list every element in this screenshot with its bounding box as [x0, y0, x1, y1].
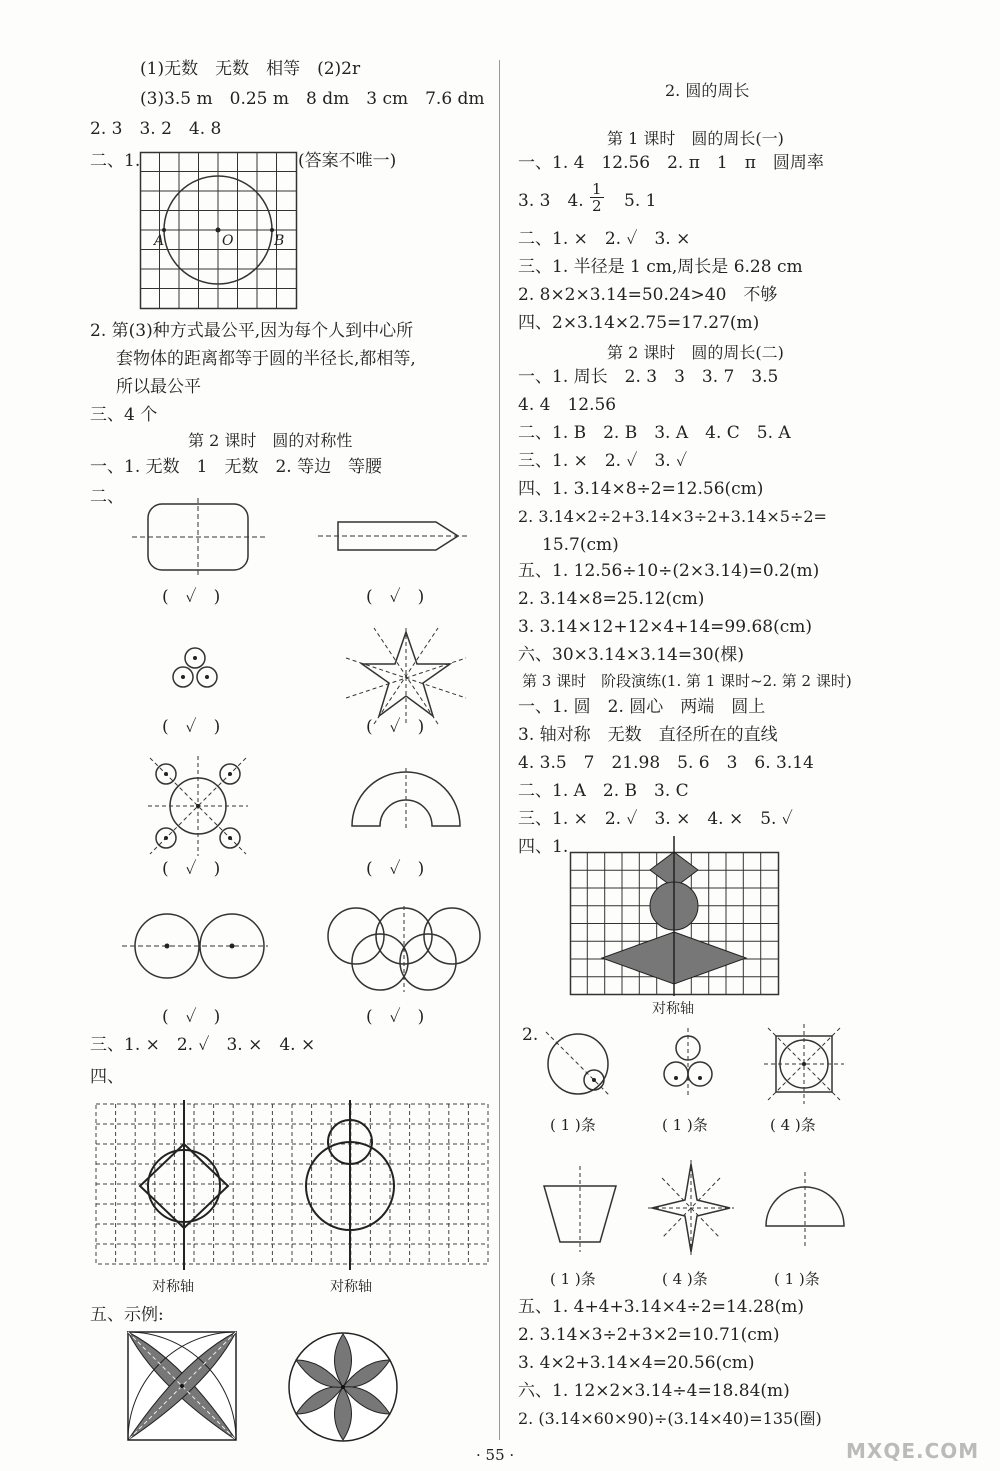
- three-circles-figure: [660, 1028, 716, 1096]
- section-heading: 第 1 课时 圆的周长(一): [607, 129, 784, 148]
- answer-line: 五、示例:: [90, 1305, 164, 1325]
- section-heading: 第 3 课时 阶段演练(1. 第 1 课时~2. 第 2 课时): [522, 672, 852, 690]
- section-heading: 第 2 课时 圆的对称性: [188, 431, 353, 450]
- answer-line: 一、1. 4 12.56 2. π 1 π 圆周率: [518, 153, 824, 173]
- answer-line: (1)无数 无数 相等 (2)2r: [140, 59, 361, 79]
- rounded-rect-figure: [132, 498, 266, 578]
- answer-line: 3. 3 4.: [518, 191, 584, 211]
- square-petal-figure: [126, 1330, 238, 1442]
- answer-line: 一、1. 周长 2. 3 3 3. 7 3.5: [518, 367, 779, 387]
- answer-line: 六、1. 12×2×3.14÷4=18.84(m): [518, 1381, 790, 1401]
- axis-count: ( 4 )条: [770, 1116, 816, 1134]
- answer-line: 二、1.: [90, 151, 141, 171]
- answer-line: 三、1. × 2. ✓ 3. ✓: [518, 451, 688, 471]
- answer-line: 三、1. × 2. ✓ 3. × 4. × 5. ✓: [518, 809, 793, 829]
- three-circles-figure: [160, 640, 230, 696]
- answer-line: (3)3.5 m 0.25 m 8 dm 3 cm 7.6 dm: [140, 89, 485, 109]
- check-mark: ( ✓ ): [366, 859, 425, 879]
- answer-line: 2. 3.14×3÷2+3×2=10.71(cm): [518, 1325, 780, 1345]
- answer-line: 2. (3.14×60×90)÷(3.14×40)=135(圈): [518, 1409, 822, 1428]
- column-divider: [499, 60, 500, 1440]
- answer-line: 二、1. × 2. ✓ 3. ×: [518, 229, 691, 249]
- check-mark: ( ✓ ): [162, 587, 221, 607]
- axis-label: 对称轴: [152, 1279, 194, 1295]
- answer-line: 4. 3.5 7 21.98 5. 6 3 6. 3.14: [518, 753, 814, 773]
- trapezoid-figure: [540, 1166, 620, 1252]
- olympic-rings-figure: [324, 906, 484, 992]
- answer-line: 2. 3.14×2÷2+3.14×3÷2+3.14×5÷2=: [518, 507, 827, 526]
- fraction-numerator: 1: [592, 180, 602, 198]
- answer-line: 四、: [90, 1067, 124, 1087]
- axis-count: ( 1 )条: [550, 1116, 596, 1134]
- axis-label: 对称轴: [652, 1001, 694, 1017]
- answer-line: 2.: [522, 1025, 539, 1045]
- answer-line: 套物体的距离都等于圆的半径长,都相等,: [116, 349, 416, 369]
- flower-circle-figure: [286, 1330, 400, 1444]
- check-mark: ( ✓ ): [366, 717, 425, 737]
- circle-four-circles-figure: [148, 756, 248, 856]
- answer-line: 3. 4×2+3.14×4=20.56(cm): [518, 1353, 755, 1373]
- answer-line: 三、1. 半径是 1 cm,周长是 6.28 cm: [518, 257, 803, 277]
- answer-line: 3. 3.14×12+12×4+14=99.68(cm): [518, 617, 812, 637]
- four-point-star-figure: [648, 1160, 734, 1256]
- check-mark: ( ✓ ): [162, 859, 221, 879]
- answer-note: (答案不唯一): [298, 151, 397, 171]
- shaded-symmetry-grid-figure: [570, 836, 790, 996]
- point-label-o: O: [222, 233, 234, 249]
- axis-count: ( 1 )条: [774, 1270, 820, 1288]
- point-label-b: B: [274, 233, 285, 249]
- answer-line: 二、1. A 2. B 3. C: [518, 781, 689, 801]
- answer-line: 2. 3.14×8=25.12(cm): [518, 589, 705, 609]
- axis-label: 对称轴: [330, 1279, 372, 1295]
- page-number: · 55 ·: [476, 1446, 515, 1464]
- two-circles-figure: [122, 910, 268, 986]
- semicircle-figure: [762, 1172, 848, 1248]
- answer-line: 五、1. 4+4+3.14×4÷2=14.28(m): [518, 1297, 805, 1317]
- check-mark: ( ✓ ): [162, 1007, 221, 1027]
- answer-line: 六、30×3.14×3.14=30(棵): [518, 645, 744, 665]
- circle-diameter-figure: [542, 1028, 614, 1100]
- answer-line: 3. 轴对称 无数 直径所在的直线: [518, 725, 778, 745]
- answer-line: 二、1. B 2. B 3. A 4. C 5. A: [518, 423, 791, 443]
- answer-line: 2. 8×2×3.14=50.24>40 不够: [518, 285, 778, 305]
- watermark: MXQE.COM: [846, 1439, 980, 1463]
- answer-line: 一、1. 圆 2. 圆心 两端 圆上: [518, 697, 766, 717]
- answer-line: 一、1. 无数 1 无数 2. 等边 等腰: [90, 457, 383, 477]
- section-heading: 第 2 课时 圆的周长(二): [607, 343, 784, 362]
- answer-line: 四、1.: [518, 837, 569, 857]
- answer-line: 2. 3 3. 2 4. 8: [90, 119, 222, 139]
- chapter-title: 2. 圆的周长: [665, 81, 750, 100]
- star-figure: [346, 628, 466, 724]
- axis-count: ( 1 )条: [662, 1116, 708, 1134]
- square-circle-figure: [764, 1024, 844, 1104]
- symmetry-grid-figure: [96, 1100, 490, 1276]
- fraction-half: [590, 181, 604, 214]
- check-mark: ( ✓ ): [366, 587, 425, 607]
- answer-line: 三、4 个: [90, 405, 158, 425]
- fraction-denominator: 2: [592, 197, 602, 215]
- answer-line: 所以最公平: [116, 377, 201, 397]
- answer-line: 4. 4 12.56: [518, 395, 617, 415]
- answer-line: 四、1. 3.14×8÷2=12.56(cm): [518, 479, 764, 499]
- arch-figure: [346, 768, 466, 830]
- answer-line: 二、: [90, 487, 124, 507]
- point-label-a: A: [154, 233, 165, 249]
- pencil-figure: [318, 518, 468, 554]
- answer-line: 5. 1: [624, 191, 657, 211]
- check-mark: ( ✓ ): [162, 717, 221, 737]
- answer-line: 三、1. × 2. ✓ 3. × 4. ×: [90, 1035, 316, 1055]
- axis-count: ( 1 )条: [550, 1270, 596, 1288]
- check-mark: ( ✓ ): [366, 1007, 425, 1027]
- answer-line: 15.7(cm): [542, 535, 619, 555]
- answer-line: 五、1. 12.56÷10÷(2×3.14)=0.2(m): [518, 561, 820, 581]
- answer-line: 四、2×3.14×2.75=17.27(m): [518, 313, 760, 333]
- answer-line: 2. 第(3)种方式最公平,因为每个人到中心所: [90, 321, 414, 341]
- axis-count: ( 4 )条: [662, 1270, 708, 1288]
